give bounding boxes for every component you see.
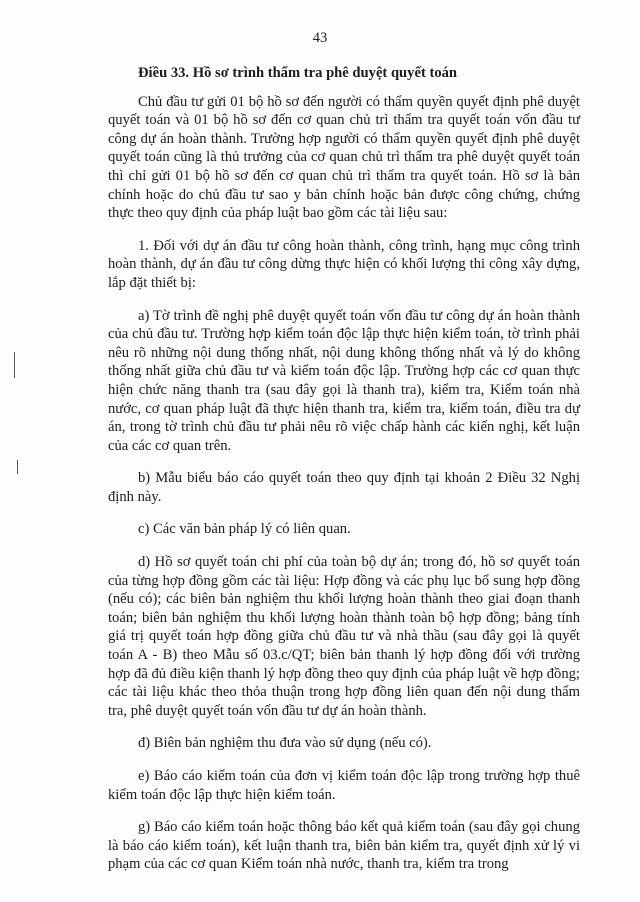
paragraph-item-g: g) Báo cáo kiểm toán hoặc thông báo kết quả kiểm toán (sau đây gọi chung là báo cáo kiểm toán), kết luận thanh tra, biên bản kiểm tra, quyết định xử lý vi phạm của các cơ quan Kiểm toán nhà nước, thanh tra, kiểm tra trong [108,819,580,873]
margin-mark [14,352,15,378]
paragraph-item-e: e) Báo cáo kiểm toán của đơn vị kiểm toán độc lập trong trường hợp thuê kiểm toán độc lập thực hiện kiểm toán. [108,768,580,803]
page-number: 43 [312,30,328,46]
paragraph-item-1: 1. Đối với dự án đầu tư công hoàn thành, công trình, hạng mục công trình hoàn thành, dự án đầu tư công dừng thực hiện có khối lượng thi công xây dựng, lắp đặt thiết bị: [108,237,580,291]
paragraph-item-a: a) Tờ trình đề nghị phê duyệt quyết toán vốn đầu tư công dự án hoàn thành của chủ đầu tư. Trường hợp kiểm toán độc lập thực hiện kiểm toán, tờ trình phải nêu rõ những nội dung thống nhất, nội dung không thống nhất và lý do không thống nhất giữa chủ đầu tư và kiểm toán độc lập. Trường hợp các cơ quan thực hiện chức năng thanh tra (sau đây gọi là thanh tra), kiểm tra, Kiểm toán nhà nước, cơ quan pháp luật đã thực hiện thanh tra, kiểm tra, kiểm toán, điều tra dự án, trong tờ trình chủ đầu tư phải nêu rõ việc chấp hành các kiến nghị, kết luận của các cơ quan trên. [108,307,580,454]
paragraph-intro: Chủ đầu tư gửi 01 bộ hồ sơ đến người có thẩm quyền quyết định phê duyệt quyết toán và 01 bộ hồ sơ đến cơ quan chủ trì thẩm tra quyết toán vốn đầu tư công dự án hoàn thành. Trường hợp người có thẩm quyền quyết định phê duyệt quyết toán cũng là thủ trưởng của cơ quan chủ trì thẩm tra phê duyệt quyết toán thì chỉ gửi 01 bộ hồ sơ đến cơ quan chủ trì thẩm tra quyết toán. Hồ sơ là bản chính hoặc do chủ đầu tư sao y bản chính hoặc bản được công chứng, chứng thực theo quy định của pháp luật bao gồm các tài liệu sau: [108,93,580,222]
paragraph-item-b: b) Mẫu biểu báo cáo quyết toán theo quy định tại khoản 2 Điều 32 Nghị định này. [108,470,580,505]
document-body [108,64,580,888]
paragraph-item-d: d) Hồ sơ quyết toán chi phí của toàn bộ dự án; trong đó, hồ sơ quyết toán của từng hợp đồng gồm các tài liệu: Hợp đồng và các phụ lục bổ sung hợp đồng (nếu có); các biên bản nghiệm thu khối lượng hoàn thành theo giai đoạn thanh toán; biên bản nghiệm thu khối lượng hoàn thành toàn bộ hợp đồng; bảng tính giá trị quyết toán hợp đồng giữa chủ đầu tư và nhà thầu (sau đây gọi là quyết toán A - B) theo Mẫu số 03.c/QT; biên bản thanh lý hợp đồng đối với trường hợp đã đủ điều kiện thanh lý hợp đồng theo quy định của pháp luật về hợp đồng; các tài liệu khác theo thỏa thuận trong hợp đồng liên quan đến nội dung thẩm tra, phê duyệt quyết toán vốn đầu tư dự án hoàn thành. [108,554,580,719]
paragraph-item-c: c) Các văn bản pháp lý có liên quan. [138,521,351,538]
article-heading: Điều 33. Hồ sơ trình thẩm tra phê duyệt quyết toán [138,65,458,81]
paragraph-item-dd: đ) Biên bản nghiệm thu đưa vào sử dụng (nếu có). [138,735,432,752]
margin-mark [17,460,18,474]
